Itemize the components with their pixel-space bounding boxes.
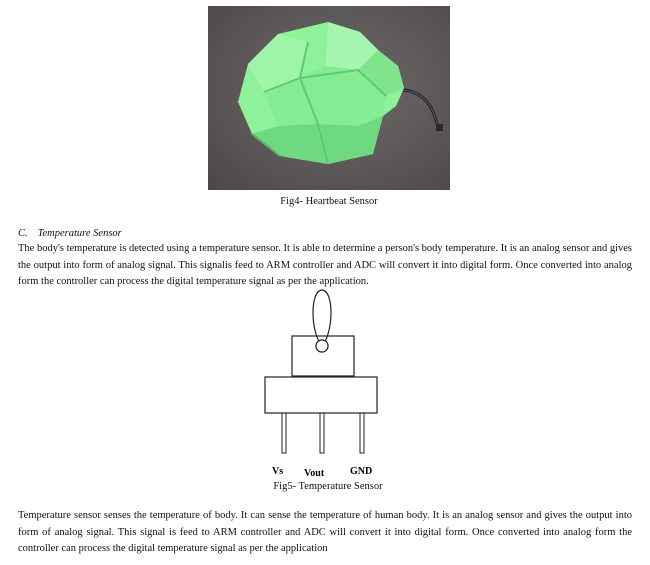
heartbeat-sensor-illustration (208, 6, 450, 190)
temperature-sensor-diagram (262, 282, 382, 482)
figure4-caption: Fig4- Heartbeat Sensor (280, 196, 378, 207)
pin-label-vs: Vs (272, 466, 284, 477)
pin-label-vout: Vout (304, 468, 325, 479)
figure5-caption: Fig5- Temperature Sensor (273, 481, 383, 492)
heartbeat-sensor-photo (208, 6, 450, 190)
paragraph-temperature-sensor-summary: Temperature sensor senses the temperature of body. It can sense the temperature of human body. It is an analog sensor and gives the output into form of analog signal. This signal is feed to ARM controller and ADC will convert it into digital form. Once converted into analog form the controller can process the digital temperature signal as per the application (18, 510, 632, 554)
temperature-sensor-drawing (262, 282, 382, 482)
pin-label-gnd: GND (350, 466, 373, 477)
section-heading (18, 228, 122, 239)
section-title: Temperature Sensor (37, 228, 122, 239)
paragraph-temperature-sensor-intro: The body's temperature is detected using a temperature sensor. It is able to determine a person's body temperature. It is an analog sensor and gives the output into form of analog signal. This signalis feed to ARM controller and ADC will convert it into digital form. Once converted into analog form the controller can process the digital temperature signal as per the application. (18, 243, 632, 287)
section-letter: C. (18, 228, 28, 239)
